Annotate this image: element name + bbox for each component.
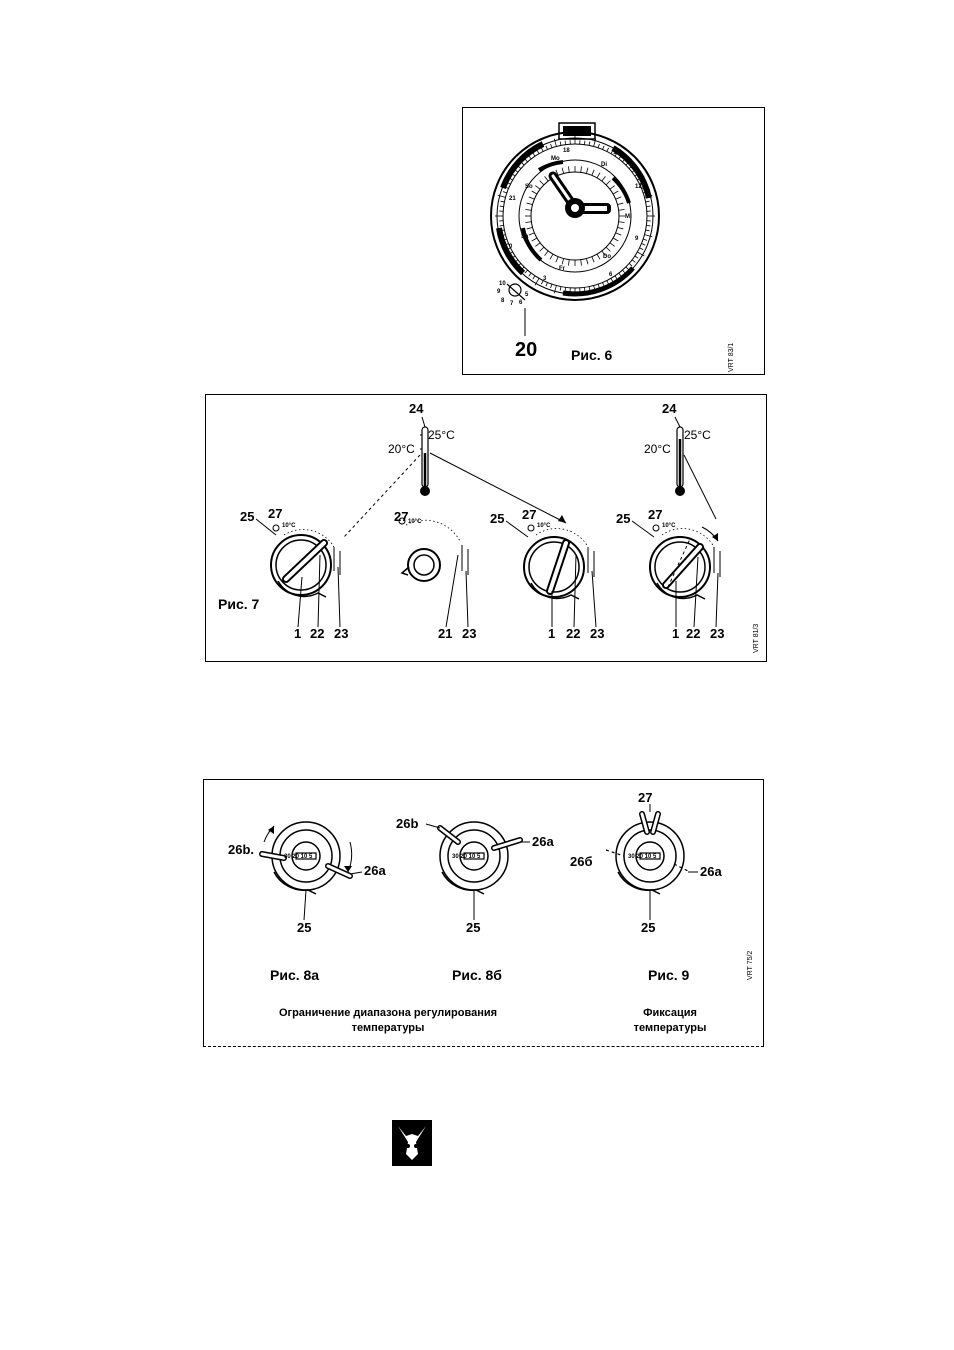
fig6-day-fr: Fr — [559, 266, 565, 272]
fig6-inner-tick — [527, 203, 533, 205]
fig6-tick — [503, 192, 507, 193]
fig6-inner-tick — [535, 243, 540, 247]
fig6-tick — [533, 153, 535, 156]
fig7-label-27-d: 27 — [648, 507, 663, 522]
fig6-inner-tick — [616, 233, 622, 235]
fig8a-knob — [262, 822, 352, 894]
fig6-inner-tick — [592, 257, 594, 263]
fig8b-label-26b: 26b — [396, 816, 419, 831]
fig7-scale-10c-2: 10°C — [408, 519, 422, 525]
fig6-title: Рис. 6 — [571, 347, 613, 363]
fig7-label-1-a: 1 — [294, 626, 302, 641]
fig6-tick — [584, 141, 585, 145]
fig6-tick — [632, 260, 635, 262]
fig6-hour-6: 6 — [609, 272, 613, 278]
fig6-tick — [584, 287, 585, 291]
fig6-tick — [560, 141, 561, 145]
fig8a-label-25: 25 — [297, 920, 312, 935]
fig6-inner-tick — [597, 254, 600, 259]
fig6-inner-tick — [562, 168, 564, 174]
fig7-label-23-d: 23 — [710, 626, 725, 641]
fig6-tick — [525, 159, 528, 162]
fig9-caption-line2: температуры — [633, 1022, 707, 1034]
fig6-inner-tick — [556, 257, 558, 263]
fig6-inner-tick — [540, 247, 544, 251]
fig6-dial-6: 6 — [519, 300, 523, 306]
fig6-inner-tick — [535, 186, 540, 190]
fig9-label-26b: 26б — [570, 854, 593, 869]
fig8b-title: Рис. 8б — [452, 967, 502, 983]
fig6-tick — [500, 206, 504, 207]
fig6-tick — [646, 201, 650, 202]
fig6-tick — [598, 144, 599, 148]
fig7-drawing — [206, 395, 768, 663]
fig7-label-23-a: 23 — [334, 626, 349, 641]
fig6-dial-8: 8 — [501, 298, 505, 304]
fig6-day-do: Do — [603, 254, 611, 260]
fig6-tick — [551, 144, 552, 148]
fig6-dial-9: 9 — [497, 289, 501, 295]
fig6-day-di: Di — [601, 162, 607, 168]
fig6-tick — [529, 273, 531, 276]
fig7-knob-1 — [271, 523, 340, 597]
fig6-inner-tick — [540, 181, 544, 185]
fig7-therm-high-right: 25°C — [684, 428, 711, 442]
fig6-dial-10: 10 — [499, 281, 506, 287]
fig8-side-code: VRT 75/2 — [747, 950, 754, 980]
fig6-inner-tick — [586, 259, 588, 265]
fig6-tick — [603, 146, 605, 150]
fig7-side-code: VRT 81/3 — [753, 623, 760, 653]
fig6-hour-18: 18 — [563, 148, 570, 154]
fig6-tick — [529, 156, 531, 159]
fig6-inner-tick — [527, 227, 533, 229]
fig8b-knob — [440, 822, 520, 894]
fig6-dial-7: 7 — [510, 301, 514, 307]
fig6-inner-tick — [525, 209, 531, 210]
fig6-inner-tick — [581, 260, 582, 266]
fig7-label-23-c: 23 — [590, 626, 605, 641]
fig6-tick — [640, 248, 644, 250]
fig6-inner-tick — [616, 197, 622, 199]
brand-logo-icon — [392, 1120, 432, 1166]
fig6-inner-tick — [618, 227, 624, 229]
fig7-label-22-c: 22 — [566, 626, 581, 641]
fig6-inner-tick — [606, 181, 610, 185]
fig6-tick — [541, 148, 543, 152]
fig6-tick — [603, 283, 605, 287]
fig7-knob-3 — [524, 523, 594, 599]
fig7-label-1-d: 1 — [672, 626, 680, 641]
fig6-inner-tick — [613, 191, 618, 194]
fig7-label-22-d: 22 — [686, 626, 701, 641]
fig6-tick — [607, 281, 609, 285]
fig6-label-20: 20 — [515, 339, 538, 361]
fig6-hour-9: 9 — [635, 236, 639, 242]
fig6-inner-tick — [545, 251, 549, 256]
fig6-tick — [607, 148, 609, 152]
fig8a-label-26a: 26a — [364, 863, 386, 878]
fig9-label-25: 25 — [641, 920, 656, 935]
fig6-tick — [546, 283, 548, 287]
fig6-inner-tick — [532, 191, 537, 194]
fig6-tick — [589, 287, 590, 291]
fig6-inner-tick — [529, 233, 535, 235]
fig6-tick — [643, 239, 647, 240]
fig9-title: Рис. 9 — [648, 967, 690, 983]
fig8b-label-26a: 26a — [532, 834, 554, 849]
fig6-hour-21: 21 — [509, 196, 516, 202]
fig7-label-27-b: 27 — [394, 509, 409, 524]
fig6-tick — [646, 225, 650, 226]
fig7-label-22-a: 22 — [310, 626, 325, 641]
fig7-label-25-d: 25 — [616, 511, 631, 526]
fig6-hour-3: 3 — [543, 276, 547, 282]
fig6-inner-tick — [597, 173, 600, 178]
fig8a-title: Рис. 8а — [270, 967, 320, 983]
fig6-side-code: VRT 83/1 — [728, 342, 735, 372]
fig6-inner-tick — [586, 168, 588, 174]
fig6-tick — [635, 256, 638, 258]
fig6-inner-tick — [619, 209, 625, 210]
fig9-label-26a: 26a — [700, 864, 722, 879]
fig6-hour-15: 15 — [613, 150, 620, 156]
fig6-inner-tick — [602, 176, 606, 181]
fig6-tick — [646, 230, 650, 231]
fig6-tick — [551, 284, 552, 288]
fig6-hour-12: 12 — [635, 184, 642, 190]
fig8-drawing — [204, 780, 765, 1048]
fig8a-knob-scale: 30 20 10 5 — [284, 854, 313, 860]
fig6-tick — [533, 276, 535, 279]
fig7-label-25-a: 25 — [240, 509, 255, 524]
fig6-panel — [462, 107, 765, 375]
fig7-label-27-c: 27 — [522, 507, 537, 522]
fig6-tick — [565, 141, 566, 145]
fig6-inner-tick — [525, 222, 531, 223]
fig6-inner-tick — [562, 259, 564, 265]
fig9-knob-scale: 30 20 10 5 — [628, 854, 657, 860]
fig7-label-27-a: 27 — [268, 506, 283, 521]
fig8b-label-25: 25 — [466, 920, 481, 935]
fig6-inner-tick — [532, 238, 537, 241]
fig8-caption-left-line1: Ограничение диапазона регулирования — [278, 1007, 498, 1019]
fig6-tick — [500, 225, 504, 226]
fig6-tick — [560, 287, 561, 291]
fig8a-label-26b: 26b. — [228, 842, 255, 857]
fig7-label-23-b: 23 — [462, 626, 477, 641]
fig6-inner-tick — [618, 203, 624, 205]
fig7-panel — [205, 394, 767, 662]
fig6-inner-tick — [592, 170, 594, 176]
fig6-day-mo: Mo — [551, 156, 560, 162]
fig9-knob — [606, 814, 690, 894]
fig8b-knob-scale: 30 20 10 5 — [452, 854, 481, 860]
fig6-tick — [589, 141, 590, 145]
fig6-hour-0: 0 — [509, 244, 513, 250]
fig6-inner-tick — [613, 238, 618, 241]
fig6-dial-5: 5 — [525, 292, 529, 298]
fig9-label-27: 27 — [638, 790, 653, 805]
fig6-tick — [565, 287, 566, 291]
fig6-inner-tick — [610, 186, 615, 190]
fig6-day-mi: Mi — [625, 214, 632, 220]
fig6-tick — [500, 201, 504, 202]
fig6-tick — [598, 284, 599, 288]
fig6-day-so: So — [525, 184, 533, 190]
fig7-label-24-left: 24 — [409, 401, 424, 416]
fig6-inner-tick — [568, 166, 569, 172]
fig6-tick — [646, 206, 650, 207]
fig6-inner-tick — [581, 166, 582, 172]
fig6-tick — [642, 244, 646, 246]
fig7-knob-2 — [399, 518, 468, 581]
fig9-caption-line1: Фиксация — [643, 1007, 697, 1019]
fig7-title: Рис. 7 — [218, 596, 260, 612]
fig6-timer-drawing — [463, 108, 766, 376]
fig7-label-1-c: 1 — [548, 626, 556, 641]
fig7-knob-4 — [650, 523, 720, 599]
fig6-tick — [622, 270, 625, 273]
fig7-label-25-c: 25 — [490, 511, 505, 526]
fig6-tick — [629, 263, 632, 266]
fig6-tick — [615, 276, 617, 279]
fig6-inner-tick — [619, 222, 625, 223]
fig7-scale-10c-1: 10°C — [282, 523, 296, 529]
fig7-therm-low-left: 20°C — [388, 442, 415, 456]
fig8-panel — [203, 779, 764, 1047]
fig6-tick — [619, 273, 621, 276]
fig6-inner-tick — [529, 197, 535, 199]
fig7-label-21: 21 — [438, 626, 453, 641]
fig6-day-sa: Sa — [521, 234, 529, 240]
fig6-inner-tick — [568, 260, 569, 266]
fig7-scale-10c-4: 10°C — [662, 523, 676, 529]
fig8-caption-left-line2: температуры — [351, 1022, 425, 1034]
fig7-therm-high-left: 25°C — [428, 428, 455, 442]
fig6-inner-tick — [545, 176, 549, 181]
fig7-scale-10c-3: 10°C — [537, 523, 551, 529]
fig7-label-24-right: 24 — [662, 401, 677, 416]
fig6-inner-tick — [606, 247, 610, 251]
fig7-therm-low-right: 20°C — [644, 442, 671, 456]
fig6-tick — [546, 146, 548, 150]
fig6-inner-tick — [610, 243, 615, 247]
fig6-tick — [525, 270, 528, 273]
fig6-inner-tick — [550, 254, 553, 259]
